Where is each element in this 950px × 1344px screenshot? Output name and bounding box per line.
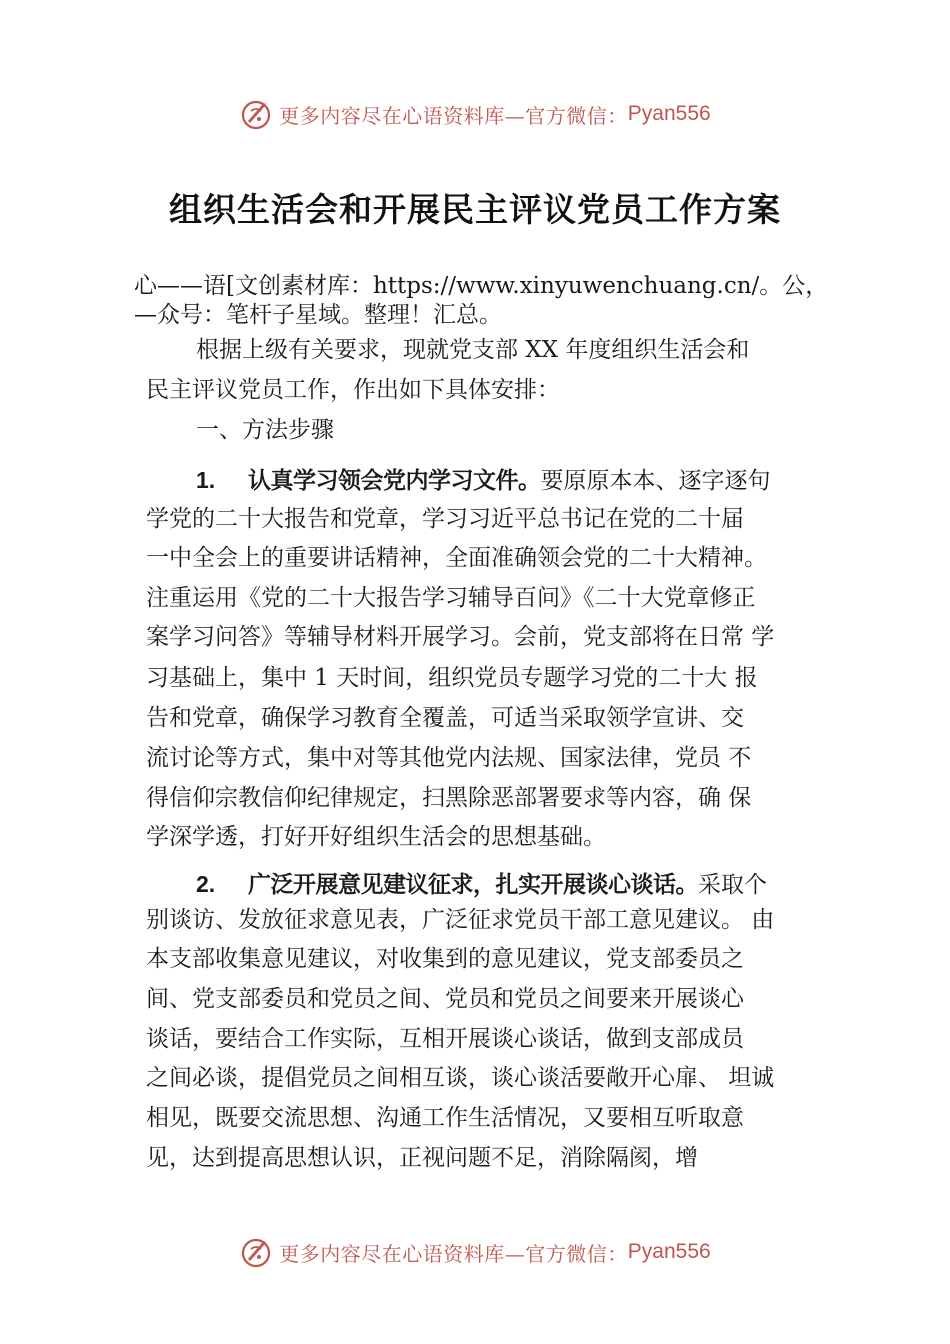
item-2-line: 相见，既要交流思想、沟通工作生活情况，又要相互听取意 (146, 1105, 744, 1131)
item-2-lead: 广泛开展意见建议征求，扎实开展谈心谈话。 (248, 872, 698, 898)
item-2-line: 见，达到提高思想认识，正视问题不足，消除隔阂，增 (146, 1145, 698, 1171)
item-1-line: 得信仰宗教信仰纪律规定，扫黑除恶部署要求等内容，确 保 (146, 785, 752, 811)
item-1-line: 案学习问答》等辅导材料开展学习。会前，党支部将在日常 学 (146, 624, 775, 650)
banner-account: Pyan556 (627, 102, 711, 125)
item-1-line: 学党的二十大报告和党章，学习习近平总书记在党的二十届 (146, 506, 744, 532)
source-line: —众号：笔杆子星域。整理！汇总。 (134, 302, 502, 328)
item-1-line: 学深学透，打好开好组织生活会的思想基础。 (146, 824, 606, 850)
item-2-number: 2. (196, 871, 216, 897)
quill-seal-icon (239, 1235, 273, 1269)
banner-account: Pyan556 (627, 1240, 711, 1263)
item-2-line: 本支部收集意见建议，对收集到的意见建议，党支部委员之 (146, 946, 744, 972)
item-1-lead: 认真学习领会党内学习文件。 (248, 468, 541, 494)
footer-banner (0, 1230, 950, 1274)
item-2-first-line (196, 869, 767, 900)
quill-seal-icon (239, 97, 273, 131)
item-1-number: 1. (196, 467, 216, 493)
item-1-first-line (196, 465, 771, 496)
banner-text: 更多内容尽在心语资料库—官方微信： (279, 103, 628, 128)
source-line: 心——语[文创素材库：https://www.xinyuwenchuang.cn/。公， (134, 273, 829, 299)
item-2-line: 别谈访、发放征求意见表，广泛征求党员干部工意见建议。 由 (146, 907, 775, 933)
item-2-line: 谈话，要结合工作实际，互相开展谈心谈话，做到支部成员 (146, 1026, 744, 1052)
intro-line: 民主评议党员工作，作出如下具体安排： (146, 377, 560, 403)
item-1-first-rest: 要原原本本、逐字逐句 (540, 468, 771, 494)
item-1-line: 习基础上，集中 1 天时间，组织党员专题学习党的二十大 报 (146, 665, 758, 691)
item-1-line: 告和党章，确保学习教育全覆盖，可适当采取领学宣讲、交 (146, 705, 744, 731)
item-1-line: 一中全会上的重要讲话精神，全面准确领会党的二十大精神。 (146, 545, 767, 571)
item-1-line: 流讨论等方式，集中对等其他党内法规、国家法律，党员 不 (146, 745, 752, 771)
banner-text: 更多内容尽在心语资料库—官方微信： (279, 1241, 628, 1266)
item-1-line: 注重运用《党的二十大报告学习辅导百问》《二十大党章修正 (146, 585, 756, 611)
document-title: 组织生活会和开展民主评议党员工作方案 (169, 190, 781, 229)
item-2-first-rest: 采取个 (698, 872, 767, 898)
header-banner (0, 92, 950, 136)
intro-line: 根据上级有关要求，现就党支部 XX 年度组织生活会和 (196, 337, 750, 363)
section-heading: 一、方法步骤 (196, 417, 334, 443)
item-2-line: 间、党支部委员和党员之间、党员和党员之间要来开展谈心 (146, 986, 744, 1012)
item-2-line: 之间必谈，提倡党员之间相互谈，谈心谈活要敞开心扉、 坦诚 (146, 1065, 775, 1091)
